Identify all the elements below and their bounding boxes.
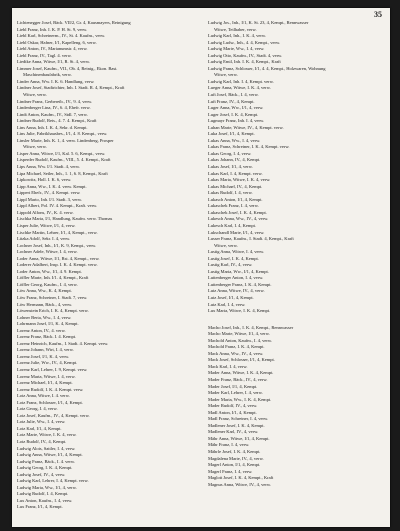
directory-entry: Lustig Anna, Witwe, I. 4, verw. [208,249,265,255]
directory-entry: Lipkowitz, Holl. I. K. 6, verw. [17,177,72,183]
directory-entry: Witwe, verw. [23,92,47,98]
directory-entry: Magerl Anton, I/1, 4, Kempt. [208,462,261,468]
directory-entry: Luka Josef, I/1, 4, Kempt. [208,131,255,137]
directory-entry: Lochner Adele, Witwe, I. 4, verw. [17,249,78,255]
directory-entry: Macho Marie, Witwe, I/1, 4, verw. [208,331,270,337]
directory-entry: Mähr Franz, I. 4, verw. [208,442,250,448]
directory-entry: Lippl Mario, Inh. I/1. Stadt. 3, verw. [17,196,82,202]
directory-entry: Linsler Marie, Inh. K. 1, 4. verw. Lindenberg, Prosper [17,137,114,143]
directory-entry: Ludwig Karl, Lehrer, I. 4, Kempt. verw. [17,478,89,484]
directory-entry: Ludwig Karl, Inh. I. 4, Kempt. verw. [208,78,274,84]
directory-entry: Luft Josef, Bäck., I. 4, verw. [208,92,259,98]
directory-entry: Lins Julie, Fabrikhausbes., I/1, 4. 8. Kempt., verw. [17,131,108,137]
directory-entry: Ludwig Alois, Sattler, I. 4, verw. [17,445,76,451]
directory-entry: Lorenz Michael, I/1, 4, Kempt. [17,380,73,386]
directory-entry: Ludwig Otto, Kaufm., IV., Stadt. 4, verw. [208,52,283,58]
directory-entry: Maglott Josef, I. K. 4, Kempt., Kraft [208,475,274,481]
directory-entry: Maschinenbaufabrik, verw. [23,72,72,78]
directory-entry: Luger Anna, Ww., I/1, 4, verw. [208,105,264,111]
directory-entry: Lueger Anna, Witwe, I. K. 4, verw. [208,85,271,91]
directory-entry: Witwe, verw. [214,72,238,78]
directory-entry: Madl Anton, I/1, 4, Kempt. [208,409,257,415]
directory-entry: Loderer Adalbert, Insp. I. K. 4. Kempt. verw. [17,262,98,268]
directory-entry: Madlener Karl, IV., 4, verw. [208,429,259,435]
directory-entry: Löw Hermann, Bäck., 4, verw. [17,301,73,307]
directory-entry: Lutz Josef, I/1, 4, Kempt. [208,294,254,300]
directory-entry: Lux Franz, I/1, 4, Kempt. [17,504,63,510]
directory-entry: Lusser Franz, Kaufm., I. Stadt. 4, Kempt., Kraft [208,236,294,242]
directory-entry: Lotz Marie, Witwe, I. K. 4, verw. [17,432,77,438]
directory-entry: Litzka Adolf, Sekr. I. 4, verw. [17,236,71,242]
directory-entry: Lukas Maria, Witwe, I. K. 4, verw. [208,177,271,183]
directory-entry: Lustig Maria, Ww., I/1, 4, Kempt. [208,268,269,274]
left-column [17,20,195,511]
directory-entry: Luft Franz, IV., 4, Kempt. [208,98,255,104]
directory-page [12,8,390,527]
directory-entry: Lukas Anna, Ww., I. 4, verw. [208,137,261,143]
directory-entry: Lustig Karl, IV., 4, verw. [208,262,253,268]
directory-entry: Lichtenegger Josef, Bäck. VII/2, Gr. 4, Kausmayers, Reinigung [17,20,131,25]
directory-entry: Lorenz Karl, Lehrer, I. 9, Kempt. verw. [17,366,88,372]
directory-entry: Ludwig Karl, Inh., I. K. 4, verw. [208,33,266,39]
directory-entry: Lustig Josef, I. K. 4, Kempt. [208,255,259,261]
directory-entry: Limmer Josef, Kaufm., VII., Ob. 4, Reinig., Ekon. Bast. [17,65,118,71]
directory-entry: Lorenz Julie, Ww., IV., 4, Kempt. [17,360,78,366]
directory-entry: Löffler Marie, Inh. I/1. 4, Kempt., Kraft [17,275,89,281]
directory-entry: Lukas Franz, Schreiner, I. K. 4, Kempt. verw. [208,144,290,150]
directory-entry: Mader Anna, Witwe, I. K. 4, Kempt. [208,370,274,376]
directory-entry: Mack Josef, Schlosser, I/1, 4, Kempt. [208,357,275,363]
directory-entry: Linder Anna, Ww. I. K. 6. Handlung, verw. [17,78,95,84]
directory-entry: Loder Anton, Ww., I/1, 4. 9. Kempt. [17,268,82,274]
directory-entry: Ludwig Emil, Inh. I. K. 4, Kempt., Kraft [208,59,281,65]
directory-entry: Mader Karl, Lehrer, I. 4, verw. [208,390,263,396]
directory-entry: Lotz Anna, Witwe, I. 4. verw. [17,393,70,399]
directory-entry: Liedtke Anna, Witwe, I/1, R. St. 4, verw. [17,59,90,65]
directory-entry: Lukaschek Franz, I. 4, verw. [208,203,259,209]
directory-entry: Lukesch Karl, I. 4, Kempt. [208,222,256,228]
directory-entry: Madlener Josef, I. K. 4, Kempt. [208,422,265,428]
directory-entry: Lorenz Maria, Witwe, I. 4, verw. [17,373,76,379]
directory-entry: Ludwig Rudolf, I. 4, Kempt. [17,491,69,497]
directory-entry: Lindner Josef, Stadtrichter, Inh. I. Stadt. R. 4, Kempt., Kraft [17,85,125,91]
directory-entry: Lisper Anna, Witwe, I/1, Kal. 5. 6, Kempt., verw. [17,150,106,156]
directory-entry: Lischka Maria, I/1, Handlung, Kaufm. verw. Thomas [17,216,113,222]
directory-entry: Magerl Franz, I. 4, verw. [208,468,253,474]
directory-entry: Lindt Anton, Kaufm., IV., Stdl. 7, verw. [17,111,88,117]
directory-entry: Ludwig Jos., Inh., I/1, K. St. 23, 4, Kempt., Rennwasser [208,20,309,25]
page-number: 35 [374,10,382,19]
section-gap [208,315,386,325]
directory-entry: Lukas Johann, IV., 4, Kempt. [208,157,261,163]
directory-entry: Lux Anton, Kaufm., I. 4, verw. [17,497,73,503]
directory-entry: Löw Anna, Ww., K. 4, Kempt. [17,288,72,294]
directory-entry: Luhan Marie, Witwe, IV., 4, Kempt. verw. [208,124,284,130]
directory-entry: Loder Anna, Witwe, I/1, Rst. 4, Kempt., verw. [17,255,100,261]
right-column [208,20,386,488]
directory-entry: Lochner Josef, Inh., I/1, K. 9, Kempt., verw. [17,242,97,248]
directory-entry: Luttenberger Franz, I. K. 4, Kempt. [208,281,272,287]
directory-entry: Lorenz Josef, I/1, K. 4, verw. [17,353,70,359]
directory-entry: Lorenz Rudolf, I. K. 4. Kempt. verw. [17,386,84,392]
directory-entry: Mack Karl, I. 4, verw. [208,363,248,369]
directory-entry: Lippl Albert, Pol. IV. 4. Kempt., Kraft. verw. [17,203,98,209]
directory-entry: Lohrmann Josef, I/1, K. 4, Kempt. [17,321,79,327]
directory-entry: Mack Anna, Ww., IV., 4, verw. [208,350,264,356]
directory-entry: Ludwig Anna, Witwe, I/1, 4, Kempt. [17,452,83,458]
directory-entry: Lukesch Anna, Ww., IV., 4, verw. [208,216,269,222]
directory-entry: Magdalena Marie, IV., 4, verw. [208,455,264,461]
directory-entry: Lukas Karl, I. 4, Kempt. verw. [208,170,263,176]
directory-entry: Madl Franz, Schreiner, I. 4, verw. [208,416,269,422]
directory-entry: Löffler Georg, Kaufm., I. 4, verw. [17,281,78,287]
directory-entry: Liebl Franz, Inh. I. K. P. H. St. 9, verw. [17,26,88,32]
directory-entry: Lutz Karl, I. 4, verw. [208,301,246,307]
directory-entry: Luttenberger Anton, I. 4, verw. [208,275,264,281]
directory-entry: Löw Franz, Schreiner, I. Stadt. 7, verw. [17,294,88,300]
directory-entry: Lorenz Anton, IV., 4. verw. [17,327,66,333]
directory-entry: Lotz Georg, I. 4, verw. [17,406,58,412]
directory-entry: Lipa Michael, Seiler, Inh., 1. 1, 6. 8, Kempt., Kraft [17,170,108,176]
directory-entry: Mader Maria, Ww., I. K. 4, Kempt. [208,396,272,402]
directory-entry: Lotz Julie, Ww., I. 4, verw. [17,419,66,425]
directory-entry: Lips Anna, Ww. I/1. Stadt. 4, verw. [17,164,80,170]
directory-entry: Lotz Rudolf, IV., 4, Kempt. [17,439,67,444]
directory-entry: Lischke Martin, Lehrer, I/1, 4, Kempt., verw. [17,229,98,235]
directory-entry: Lisper Julie, Witwe, I/1, 4, verw. [17,222,76,228]
directory-entry: Lindner Franz, Gerbereib., IV., 9. 4, verw. [17,98,93,104]
directory-entry: Lukaschek Josef, I. K. 4, Kempt. [208,209,267,215]
directory-entry: Lukas Georg, I. 4, verw. [208,150,252,156]
directory-entry: Mader Franz, Bäck., IV., 4, verw. [208,376,268,382]
directory-entry: Lotz Karl, I/1, 4, Kempt. [17,425,62,431]
directory-entry: Liebl Anton, IV., Marianumstr. 4, verw. [17,46,88,52]
directory-entry: Lugmayr Franz, Inh. I. 4, verw. [208,118,265,124]
directory-entry: Machold Franz, I. K. 4, Kempt. [208,344,265,350]
directory-entry: Lins Anna, Inh. I. K. 4, Sekr. d. Kempt. [17,124,88,130]
directory-entry: Lotz Josef, Kaufm., IV., 4, Kempt. verw. [17,412,90,418]
directory-entry: Ludwig Franz, Bäck., I. 4. verw. [17,458,75,464]
directory-entry: Lukschandl Marie, I/1, 4, verw. [208,229,265,235]
directory-entry: Magnus Anna, Witwe, IV., 4, verw. [208,481,271,487]
directory-entry: Ludwig Franz, Schlosser, I/1, 4. 4, Kempt., Holzwaren, Wohnung [208,65,326,71]
directory-entry: Liebl Franz, IV., Tagl. 4. verw. [17,52,72,58]
directory-entry: Machold Anton, Kaufm., I. 4, verw. [208,337,272,343]
directory-entry: Lippold Alfons, IV., K. 4. verw. [17,209,74,215]
directory-entry: Lipp Anna, Ww., I. K. 4. verw. Kempt. [17,183,87,189]
directory-entry: Lux Maria, Witwe, I. K. 4, Kempt. [208,308,271,314]
directory-entry: Mader Rudolf, IV., 4, verw. [208,403,258,409]
directory-entry: Lorenz Franz, Bäck. I. 4. Kempt. [17,334,77,340]
directory-entry: Liebl Oskar, Hafner, I/1, Kapelleng. 6, verw. [17,39,97,45]
directory-entry: Lohner Berta, Ww., I. 4, verw. [17,314,72,320]
directory-entry: Lorenz Johann, Wirt, I. 4, verw. [17,347,74,353]
directory-entry: Lindner Rudolf, Reis., 4. 7. 4. Kempt., Kraft [17,118,97,124]
directory-entry: Liebl Karl, Schreinerm., IV., St. 4. Kaufm., verw. [17,33,106,39]
directory-entry: Witwe, verw. [214,242,238,248]
directory-entry: Lotz Franz, Schlosser, I/1, 4, Kempt. [17,399,83,405]
directory-entry: Mader Josef, I/1, 4, Kempt. [208,383,258,389]
directory-entry: Lukas Rudolf, I. 4, verw. [208,190,253,196]
directory-entry: Ludwig Maria, Ww., I/1, 4, verw. [17,484,77,490]
directory-entry: Luger Josef, I. K. 4, Kempt. [208,111,259,117]
directory-entry: Mähr Anna, Witwe, I/1, 4, Kempt. [208,435,270,441]
directory-entry: Ludwig Georg, I. K. 4, Kempt. [17,465,73,471]
directory-entry: Lindenberger Lina, IV., 6. 4, Ehefr. verw. [17,105,91,111]
directory-entry: Ludwig Ludw., Inh., 4. 4, Kempt., verw. [208,39,281,45]
directory-entry: Lukas Michael, IV., 4, Kempt. [208,183,263,189]
directory-entry: Macho Josef, Inh., I. K. 4, Kempt., Rennwasser [208,324,294,330]
directory-entry: Lorenz Heinrich, Kaufm., I. Stadt. 4. Kempt. verw. [17,340,109,346]
directory-entry: Witwe, verw. [23,144,47,150]
directory-entry: Ludwig Josef, IV., 4, verw. [17,471,66,477]
directory-entry: Mährle Josef, I. K. 4, Kempt. [208,449,261,454]
directory-entry: Ludwig Marie, Ww., I. 4, verw. [208,46,265,52]
directory-entry: Witwe, Teilhaber, verw. [214,26,257,32]
directory-entry: Lukas Josef, I/1, 4, verw. [208,164,253,170]
directory-entry: Lisperder Rudolf, Kaufm., VIII., 5. 4. Kempt., Kraft [17,157,111,163]
directory-entry: Lippert Ehefr., IV., 4. Kempt. verw. [17,190,81,196]
directory-entry: Lukasch Anton, I/1, 4, Kempt. [208,196,263,202]
directory-entry: Lutz Anna, Witwe, IV., 4, verw. [208,288,265,294]
directory-entry: Löwenstein Erich, I. K. 4, Kempt. verw. [17,308,89,314]
